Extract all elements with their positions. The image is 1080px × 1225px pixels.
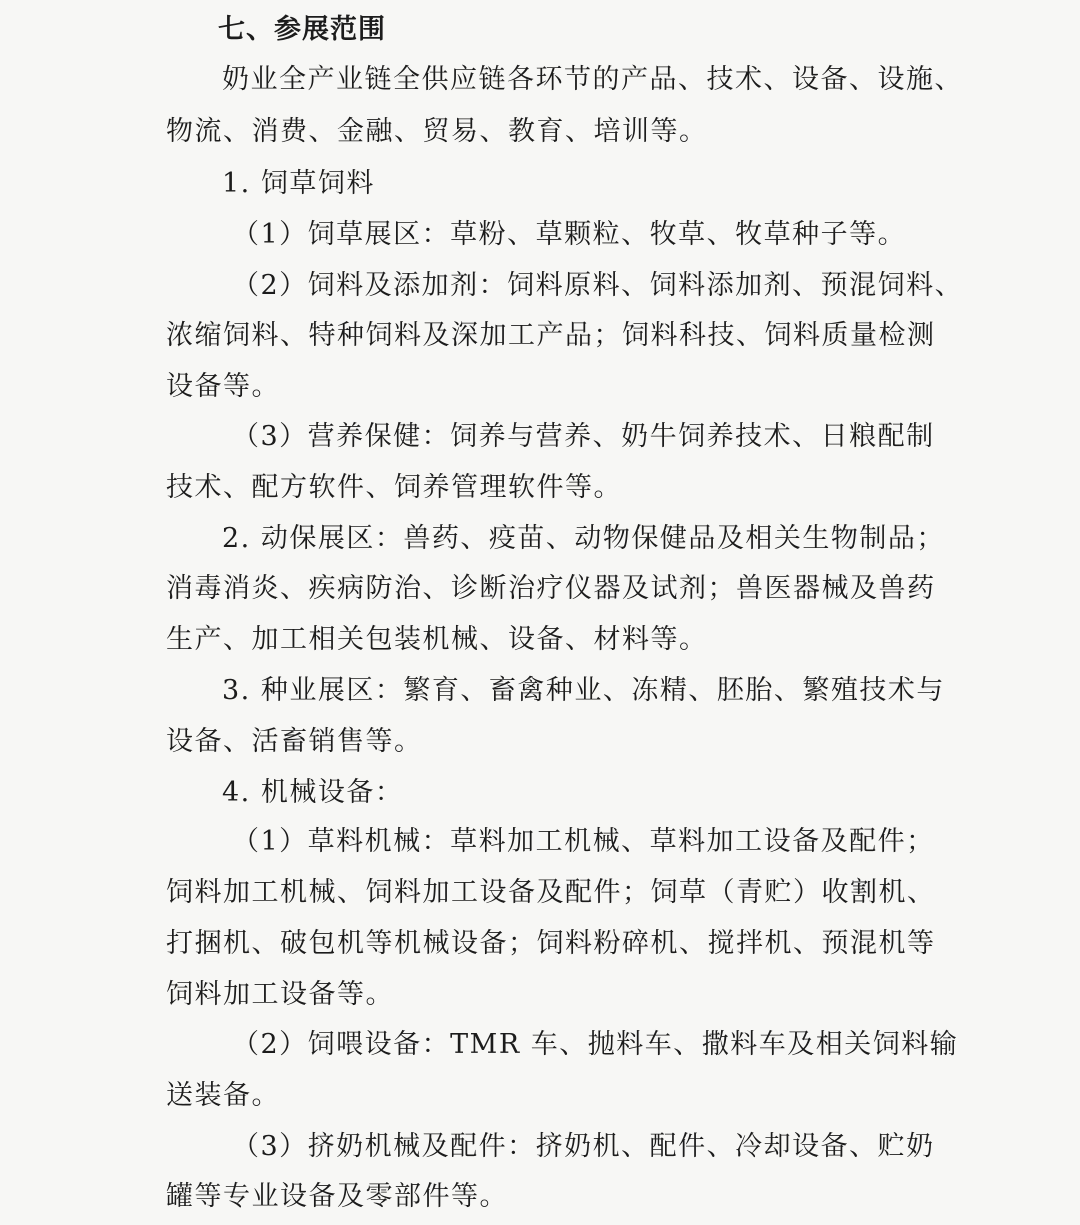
item-1-sub2-line-3: 设备等。	[166, 371, 280, 402]
section-heading: 七、参展范围	[218, 14, 386, 45]
item-4-sub2-line-1: （2）饲喂设备：TMR 车、抛料车、撒料车及相关饲料输	[232, 1029, 959, 1060]
item-1-sub3-line-2: 技术、配方软件、饲养管理软件等。	[166, 472, 622, 503]
item-1-sub3-line-1: （3）营养保健：饲养与营养、奶牛饲养技术、日粮配制	[232, 421, 935, 452]
item-4-sub3-line-1: （3）挤奶机械及配件：挤奶机、配件、冷却设备、贮奶	[232, 1131, 935, 1162]
item-4-title: 4. 机械设备：	[222, 777, 404, 808]
item-4-sub2-line-2: 送装备。	[166, 1080, 280, 1111]
item-3-line-2: 设备、活畜销售等。	[166, 726, 423, 757]
item-1-sub2-line-2: 浓缩饲料、特种饲料及深加工产品；饲料科技、饲料质量检测	[166, 320, 936, 351]
item-4-sub1-line-4: 饲料加工设备等。	[166, 979, 394, 1010]
item-1-sub1-line-1: （1）饲草展区：草粉、草颗粒、牧草、牧草种子等。	[232, 219, 907, 250]
item-1-title: 1. 饲草饲料	[222, 168, 375, 199]
item-1-sub2-line-1: （2）饲料及添加剂：饲料原料、饲料添加剂、预混饲料、	[232, 270, 964, 301]
item-4-sub1-line-3: 打捆机、破包机等机械设备；饲料粉碎机、搅拌机、预混机等	[166, 928, 936, 959]
item-4-sub1-line-1: （1）草料机械：草料加工机械、草料加工设备及配件；	[232, 826, 935, 857]
intro-line-1: 奶业全产业链全供应链各环节的产品、技术、设备、设施、	[222, 64, 963, 95]
item-4-sub1-line-2: 饲料加工机械、饲料加工设备及配件；饲草（青贮）收割机、	[166, 877, 936, 908]
intro-line-2: 物流、消费、金融、贸易、教育、培训等。	[166, 116, 708, 147]
item-2-line-3: 生产、加工相关包装机械、设备、材料等。	[166, 624, 708, 655]
item-2-line-1: 2. 动保展区：兽药、疫苗、动物保健品及相关生物制品；	[222, 523, 945, 554]
item-4-sub3-line-2: 罐等专业设备及零部件等。	[166, 1181, 508, 1212]
item-2-line-2: 消毒消炎、疾病防治、诊断治疗仪器及试剂；兽医器械及兽药	[166, 573, 936, 604]
item-3-line-1: 3. 种业展区：繁育、畜禽种业、冻精、胚胎、繁殖技术与	[222, 675, 945, 706]
